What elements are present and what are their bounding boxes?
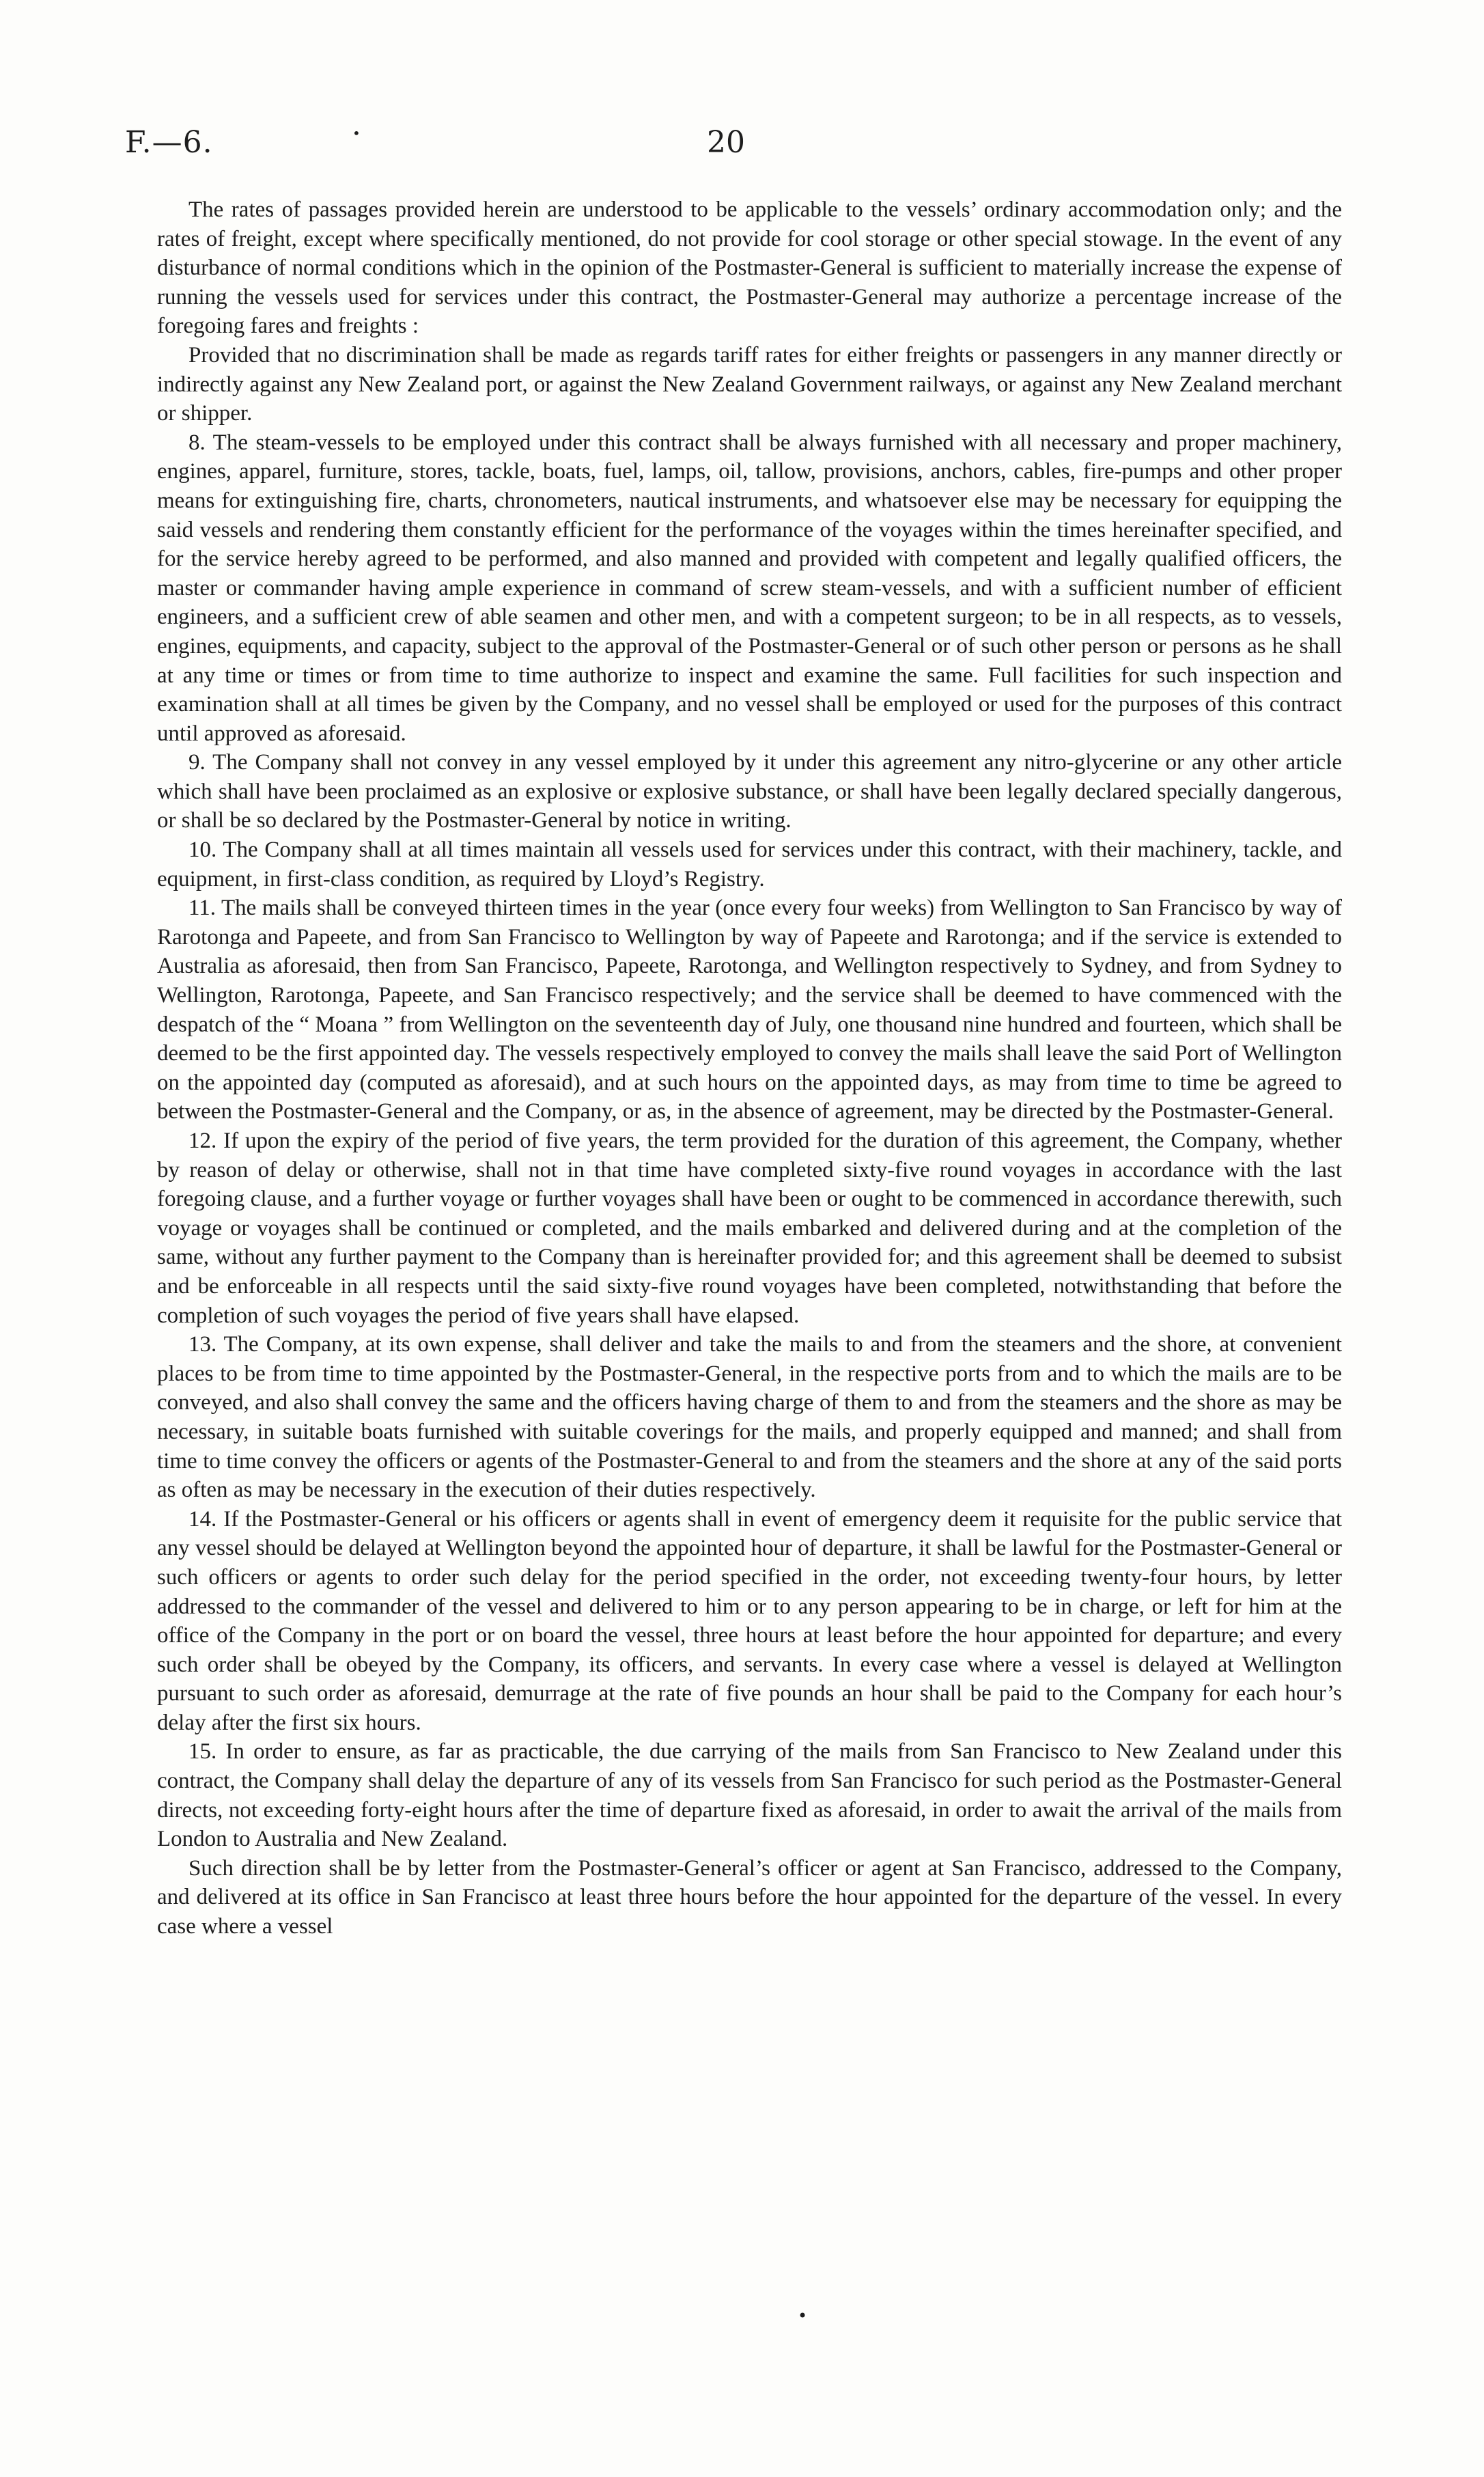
clause-11-mail-conveyance: 11. The mails shall be conveyed thirteen times in the year (once every four weeks) from Wellington to San Francisco by way of Rarotonga and Papeete, and from San Francisco to Wellington by way of Papeete and Rarotonga; and if the service is extended to Australia as aforesaid, then from San Francisco, Papeete, Rarotonga, and Wellington respectively to Sydney, and from Sydney to Wellington, Rarotonga, Papeete, and San Francisco respectively; and the service shall be deemed to have commenced with the despatch of the “ Moana ” from Wellington on the seventeenth day of July, one thousand nine hundred and fourteen, which shall be deemed to be the first appointed day. The vessels respectively employed to convey the mails shall leave the said Port of Wellington on the appointed day (computed as aforesaid), and at such hours on the appointed days, as may from time to time be agreed to between the Postmaster-General and the Company, or as, in the absence of agreement, may be directed by the Postmaster-General. [157,896,1342,1124]
header-mark: • [352,125,361,141]
clause-13-mail-delivery: 13. The Company, at its own expense, shall deliver and take the mails to and from the steamers and the shore, at convenient places to be from time to time appointed by the Postmaster-General, in the respective ports from and to which the mails are to be conveyed, and also shall convey the same and the officers having charge of them to and from the steamers and the shore as may be necessary, in suitable boats furnished with suitable coverings for the mails, and properly equipped and manned; and shall from time to time convey the officers or agents of the Postmaster-General to and from the steamers and the shore at any of the said ports as often as may be necessary in the execution of their duties respectively. [157,1332,1342,1503]
clause-15-san-francisco-delay: 15. In order to ensure, as far as practicable, the due carrying of the mails from San Francisco to New Zealand under this contract, the Company shall delay the departure of any of its vessels from San Francisco for such period as the Postmaster-General directs, not exceeding forty-eight hours after the time of departure fixed as aforesaid, in order to await the arrival of the mails from London to Australia and New Zealand. [157,1739,1342,1852]
document-body [157,195,1342,1941]
page-number: 20 [707,125,745,160]
paragraph-no-discrimination: Provided that no discrimination shall be made as regards tariff rates for either freights or passengers in any manner directly or indirectly against any New Zealand port, or against the New Zealand Government railways, or against any New Zealand merchant or shipper. [157,342,1342,426]
paragraph-such-direction: Such direction shall be by letter from the Postmaster-General’s officer or agent at San Francisco, addressed to the Company, and delivered at its office in San Francisco at least three hours before the hour appointed for the departure of the vessel. In every case where a vessel [157,1855,1342,1939]
paragraph-rates-of-passages: The rates of passages provided herein are understood to be applicable to the vessels’ ordinary accommodation only; and the rates of freight, except where specifically mentioned, do not provide for cool storage or other special stowage. In the event of any disturbance of normal conditions which in the opinion of the Postmaster-General is sufficient to materially increase the expense of running the vessels used for services under this contract, the Postmaster-General may authorize a percentage increase of the foregoing fares and freights : [157,197,1342,339]
footer-mark: • [798,2306,808,2325]
document-reference: F.—6. [125,125,213,160]
clause-9-explosives: 9. The Company shall not convey in any vessel employed by it under this agreement any nitro-glycerine or any other article which shall have been proclaimed as an explosive or explosive substance, or shall have been legally declared specially dangerous, or shall be so declared by the Postmaster-General by notice in writing. [157,750,1342,833]
page-header [125,125,1354,173]
clause-8-steam-vessels: 8. The steam-vessels to be employed under this contract shall be always furnished with all necessary and proper machinery, engines, apparel, furniture, stores, tackle, boats, fuel, lamps, oil, tallow, provisions, anchors, cables, fire-pumps and other proper means for extinguishing fire, charts, chronometers, nautical instruments, and whatsoever else may be necessary for equipping the said vessels and rendering them constantly efficient for the performance of the voyages within the times hereinafter specified, and for the service hereby agreed to be performed, and also manned and provided with competent and legally qualified officers, the master or commander having ample experience in command of screw steam-vessels, and with a sufficient number of efficient engineers, and a sufficient crew of able seamen and other men, and with a competent surgeon; to be in all respects, as to vessels, engines, equipments, and capacity, subject to the approval of the Postmaster-General or of such other person or persons as he shall at any time or times or from time to time authorize to inspect and examine the same. Full facilities for such inspection and examination shall at all times be given by the Company, and no vessel shall be employed or used for the purposes of this contract until approved as aforesaid. [157,430,1342,746]
clause-14-emergency-delay: 14. If the Postmaster-General or his officers or agents shall in event of emergency deem it requisite for the public service that any vessel should be delayed at Wellington beyond the appointed hour of departure, it shall be lawful for the Postmaster-General or such officers or agents to order such delay for the period specified in the order, not exceeding twenty-four hours, by letter addressed to the commander of the vessel and delivered to him or to any person appearing to be in charge, or left for him at the office of the Company in the port or on board the vessel, three hours at least before the hour appointed for departure; and every such order shall be obeyed by the Company, its officers, and servants. In every case where a vessel is delayed at Wellington pursuant to such order as aforesaid, demurrage at the rate of five pounds an hour shall be paid to the Company for each hour’s delay after the first six hours. [157,1506,1342,1735]
clause-10-maintenance: 10. The Company shall at all times maintain all vessels used for services under this contract, with their machinery, tackle, and equipment, in first-class condition, as required by Lloyd’s Registry. [157,838,1342,891]
clause-12-round-voyages: 12. If upon the expiry of the period of five years, the term provided for the duration of this agreement, the Company, whether by reason of delay or otherwise, shall not in that time have completed sixty-five round voyages in accordance with the last foregoing clause, and a further voyage or further voyages shall have been or ought to be commenced in accordance therewith, such voyage or voyages shall be continued or completed, and the mails embarked and delivered during and at the completion of the same, without any further payment to the Company than is hereinafter provided for; and this agreement shall be deemed to subsist and be enforceable in all respects until the said sixty-five round voyages have been completed, notwithstanding that before the completion of such voyages the period of five years shall have elapsed. [157,1129,1342,1328]
